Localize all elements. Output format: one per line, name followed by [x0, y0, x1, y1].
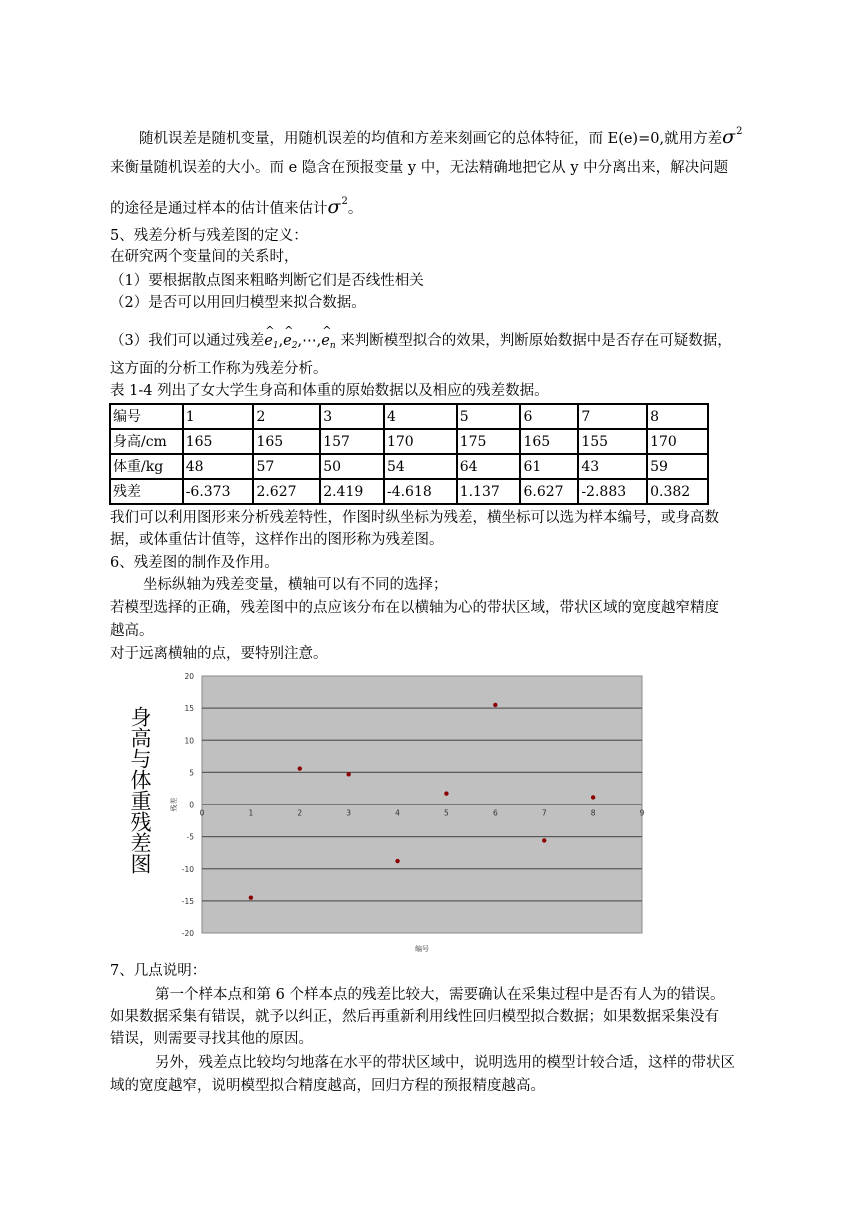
- table-cell: 175: [457, 429, 521, 454]
- section-6-line-3: 越高。: [110, 623, 154, 639]
- x-tick-label: 2: [297, 808, 303, 818]
- section-5-item-2: （2）是否可以用回归模型来拟合数据。: [110, 295, 366, 311]
- x-tick-label: 4: [395, 808, 400, 818]
- x-tick-label: 0: [199, 808, 205, 818]
- section-7-p1-line-2: 如果数据采集有错误，就予以纠正，然后再重新利用线性回归模型拟合数据；如果数据采集没有: [110, 1009, 719, 1025]
- table-cell: 4: [384, 404, 457, 429]
- residual-table: [109, 403, 709, 505]
- y-tick-label: 20: [184, 672, 194, 681]
- section-7-p1-line-3: 错误，则需要寻找其他的原因。: [110, 1031, 313, 1047]
- residual-scatter-chart: [112, 668, 652, 958]
- x-tick-label: 9: [639, 808, 645, 818]
- table-cell: 2.419: [320, 479, 384, 504]
- superscript-2b: 2: [341, 196, 348, 207]
- table-cell: 5: [457, 404, 521, 429]
- x-tick-label: 7: [541, 808, 547, 818]
- intro-line-3: [110, 191, 755, 220]
- table-row: [110, 404, 708, 429]
- table-cell: -2.883: [578, 479, 647, 504]
- ellipsis: ,⋯,: [297, 333, 322, 349]
- table-cell: 165: [520, 429, 578, 454]
- section-6-heading: 6、残差图的制作及作用。: [110, 555, 279, 571]
- data-point: [444, 791, 448, 795]
- table-cell: 170: [647, 429, 708, 454]
- table-cell: 6: [520, 404, 578, 429]
- table-cell: 2.627: [253, 479, 320, 504]
- table-cell: -6.373: [183, 479, 254, 504]
- table-cell: 54: [384, 454, 457, 479]
- table-cell: 0.382: [647, 479, 708, 504]
- section-6-line-4: 对于远离横轴的点，要特别注意。: [110, 646, 328, 662]
- section-5-intro: 在研究两个变量间的关系时，: [110, 249, 299, 265]
- table-cell: 61: [520, 454, 578, 479]
- superscript-2: 2: [736, 126, 743, 137]
- y-tick-label: -10: [181, 864, 194, 874]
- table-row: [110, 429, 708, 454]
- residual-en: ^ $e_n$: [321, 324, 336, 351]
- residual-e2: ^ $e_2$: [283, 324, 298, 351]
- table-row: [110, 479, 708, 504]
- after-table-line-1: 我们可以利用图形来分析残差特性，作图时纵坐标为残差，横坐标可以选为样本编号，或身高数: [110, 510, 719, 526]
- table-cell: 165: [253, 429, 320, 454]
- data-point: [346, 772, 350, 776]
- intro-line-1: [110, 121, 784, 150]
- y-tick-label: -20: [181, 929, 194, 938]
- section-7-p2-line-2: 域的宽度越窄，说明模型拟合精度越高，回归方程的预报精度越高。: [110, 1078, 545, 1094]
- item3-text-a: （3）我们可以通过残差: [110, 333, 265, 349]
- table-cell: 8: [647, 404, 708, 429]
- table-cell: 155: [578, 429, 647, 454]
- data-point: [298, 766, 302, 770]
- table-cell: 2: [253, 404, 320, 429]
- table-cell: 48: [183, 454, 254, 479]
- table-cell: 157: [320, 429, 384, 454]
- x-tick-label: 3: [346, 808, 352, 818]
- section-6-line-2: 若模型选择的正确，残差图中的点应该分布在以横轴为心的带状区域，带状区域的宽度越窄精度: [110, 600, 719, 616]
- intro-text-1: 随机误差是随机变量，用随机误差的均值和方差来刻画它的总体特征，而 E(e)=0,就用方差: [139, 131, 723, 147]
- after-table-line-2: 据，或体重估计值等，这样作出的图形称为残差图。: [110, 532, 444, 548]
- table-cell: 3: [320, 404, 384, 429]
- data-point: [249, 895, 253, 899]
- x-tick-label: 8: [590, 808, 596, 818]
- residual-e1: ^ $e_1$: [264, 324, 279, 351]
- section-7-p1-line-1: 第一个样本点和第 6 个样本点的残差比较大，需要确认在采集过程中是否有人为的错误。: [155, 987, 725, 1003]
- table-cell: 57: [253, 454, 320, 479]
- y-tick-label: 15: [184, 704, 194, 714]
- data-point: [395, 859, 399, 863]
- section-7-heading: 7、几点说明：: [110, 963, 207, 979]
- table-caption: 表 1-4 列出了女大学生身高和体重的原始数据以及相应的残差数据。: [110, 383, 549, 399]
- table-cell: 50: [320, 454, 384, 479]
- data-point: [542, 838, 546, 842]
- item3-text-b: 来判断模型拟合的效果，判断原始数据中是否存在可疑数据，: [340, 333, 732, 349]
- data-point: [591, 795, 595, 799]
- y-tick-label: 5: [189, 768, 194, 778]
- intro-period: 。: [347, 201, 363, 217]
- data-point: [493, 703, 497, 707]
- section-7-p2-line-1: 另外，残差点比较均匀地落在水平的带状区域中，说明选用的模型计较合适，这样的带状区: [155, 1055, 735, 1071]
- table-cell: 1.137: [457, 479, 521, 504]
- sigma-symbol-2: σ: [327, 196, 341, 218]
- section-5-item-1: （1）要根据散点图来粗略判断它们是否线性相关: [110, 273, 424, 289]
- x-tick-label: 6: [492, 808, 498, 818]
- table-row-header: 残差: [110, 479, 183, 504]
- table-cell: 1: [183, 404, 254, 429]
- table-cell: 59: [647, 454, 708, 479]
- table-cell: 64: [457, 454, 521, 479]
- table-cell: 170: [384, 429, 457, 454]
- x-tick-label: 5: [444, 808, 449, 818]
- table-cell: -4.618: [384, 479, 457, 504]
- section-5-item-3-cont: 这方面的分析工作称为残差分析。: [110, 361, 328, 377]
- y-axis-label: 残差: [170, 797, 178, 812]
- intro-line-2: 来衡量随机误差的大小。而 e 隐含在预报变量 y 中，无法精确地把它从 y 中分离出来，解决问题: [110, 160, 729, 176]
- table-row-header: 体重/kg: [110, 454, 183, 479]
- sigma-symbol: σ: [722, 126, 736, 148]
- table-cell: 165: [183, 429, 254, 454]
- section-6-line-1: 坐标纵轴为残差变量，横轴可以有不同的选择；: [143, 577, 448, 593]
- table-row: [110, 454, 708, 479]
- intro-text-3: 的途径是通过样本的估计值来估计: [110, 201, 328, 217]
- table-row-header: 编号: [110, 404, 183, 429]
- y-tick-label: -5: [186, 832, 194, 842]
- section-5-item-3: （3）我们可以通过残差 ^ $e_1$, ^ $e_2,\cdots$, ^ $e_n$ 来判断模型拟合的效果，判断原始数据中是否存在可疑数据，: [110, 326, 755, 357]
- y-tick-label: -15: [181, 896, 194, 906]
- table-cell: 6.627: [520, 479, 578, 504]
- table-row-header: 身高/cm: [110, 429, 183, 454]
- x-axis-label: 编号: [415, 945, 429, 953]
- table-cell: 43: [578, 454, 647, 479]
- x-tick-label: 1: [248, 808, 254, 818]
- y-tick-label: 10: [184, 736, 194, 746]
- section-5-heading: 5、残差分析与残差图的定义：: [110, 228, 308, 244]
- chart-title: 身高与体重残差图: [128, 706, 152, 874]
- y-tick-label: 0: [189, 800, 194, 810]
- table-cell: 7: [578, 404, 647, 429]
